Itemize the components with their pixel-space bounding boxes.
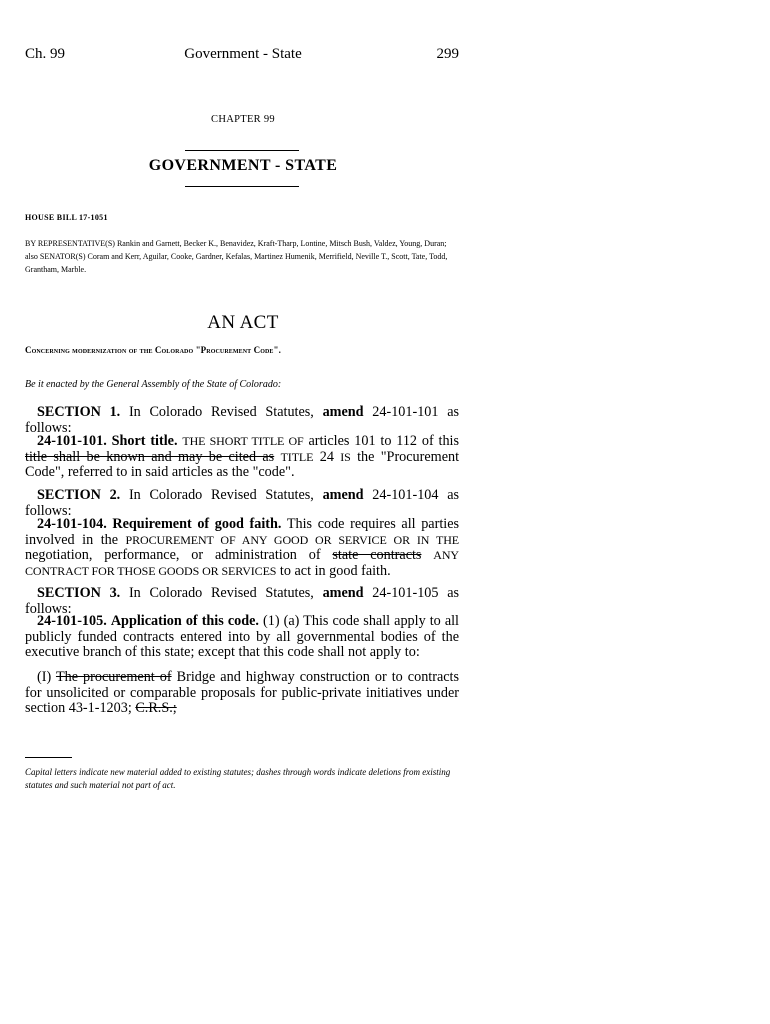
deleted-text: title shall be known and may be cited as <box>25 448 275 465</box>
act-heading: AN ACT <box>207 312 279 333</box>
inserted-text: PROCUREMENT OF ANY GOOD OR SERVICE OR IN THE <box>125 532 459 547</box>
statute-cite: 24-101-104. <box>37 516 107 532</box>
running-header-title: Government - State <box>184 46 302 62</box>
act-title: Concerning modernization of the Colorado "Procurement Code". <box>25 345 281 355</box>
footnote-rule <box>25 757 72 758</box>
page-number: 299 <box>436 46 459 62</box>
title-rule-bottom <box>185 186 299 187</box>
section-3-text: 24-101-105. Application of this code. (1) (a) This code shall apply to all publicly funded contracts entered into by all governmental bodies of the executive branch of this state; except that this code shall not apply to: <box>25 613 460 660</box>
item-label: (I) <box>37 669 52 685</box>
inserted-text: IS <box>340 449 351 464</box>
section-2-intro: SECTION 2. In Colorado Revised Statutes, amend 24-101-104 as follows: <box>25 487 460 519</box>
inserted-text: ANY CONTRACT FOR THOSE GOODS OR SERVICES <box>25 548 459 578</box>
section-label: SECTION 1. <box>37 404 121 420</box>
statute-heading: Requirement of good faith. <box>112 516 282 532</box>
section-3-item-i: (I) The procurement of Bridge and highway construction or to contracts for unsolicited or comparable proposals for public-private initiatives under section 43-1-1203; C.R.S.; <box>25 669 460 716</box>
section-1-intro: SECTION 1. In Colorado Revised Statutes, amend 24-101-101 as follows: <box>25 404 460 436</box>
section-1-text: 24-101-101. Short title. THE SHORT TITLE OF articles 101 to 112 of this title shall be known and may be cited as TITLE 24 IS the "Procurement Code", referred to in said articles as the "code". <box>25 433 460 480</box>
deleted-text: The procurement of <box>55 669 172 685</box>
statute-cite: 24-101-105. <box>37 613 107 629</box>
deleted-text: state contracts <box>332 547 422 563</box>
deleted-text: C.R.S.; <box>135 700 177 716</box>
statute-heading: Application of this code. <box>110 613 259 629</box>
chapter-title: GOVERNMENT - STATE <box>148 157 338 174</box>
senate-sponsors: also SENATOR(S) Coram and Kerr, Aguilar, Cooke, Gardner, Kefalas, Martinez Humenik, Merrifield, Neville T., Scott, Tate, Todd, Grantham, Marble. <box>25 252 448 274</box>
statute-heading: Short title. <box>111 433 178 449</box>
chapter-label: CHAPTER 99 <box>211 114 275 125</box>
bill-number: HOUSE BILL 17-1051 <box>25 213 108 222</box>
enacting-clause: Be it enacted by the General Assembly of the State of Colorado: <box>25 379 282 390</box>
inserted-text: THE SHORT TITLE OF <box>182 434 304 448</box>
house-sponsors: BY REPRESENTATIVE(S) Rankin and Garnett, Becker K., Benavidez, Kraft-Tharp, Lontine, Mitsch Bush, Valdez, Young, Duran; <box>25 239 447 248</box>
running-header-chapter: Ch. 99 <box>25 46 66 62</box>
inserted-text: TITLE <box>280 449 314 464</box>
footnote: Capital letters indicate new material added to existing statutes; dashes through words indicate deletions from existing statutes and such material not part of act. <box>25 767 451 790</box>
sponsors <box>25 237 459 276</box>
section-2-text: 24-101-104. Requirement of good faith. This code requires all parties involved in the PROCUREMENT OF ANY GOOD OR SERVICE OR IN THE negotiation, performance, or administration of state contracts ANY CONTRACT FOR THOSE GOODS OR SERVICES to act in good faith. <box>25 516 460 579</box>
section-label: SECTION 2. <box>37 487 121 503</box>
title-rule-top <box>185 150 299 151</box>
section-label: SECTION 3. <box>37 585 121 601</box>
section-3-intro: SECTION 3. In Colorado Revised Statutes, amend 24-101-105 as follows: <box>25 585 460 617</box>
statute-cite: 24-101-101. <box>37 433 107 449</box>
